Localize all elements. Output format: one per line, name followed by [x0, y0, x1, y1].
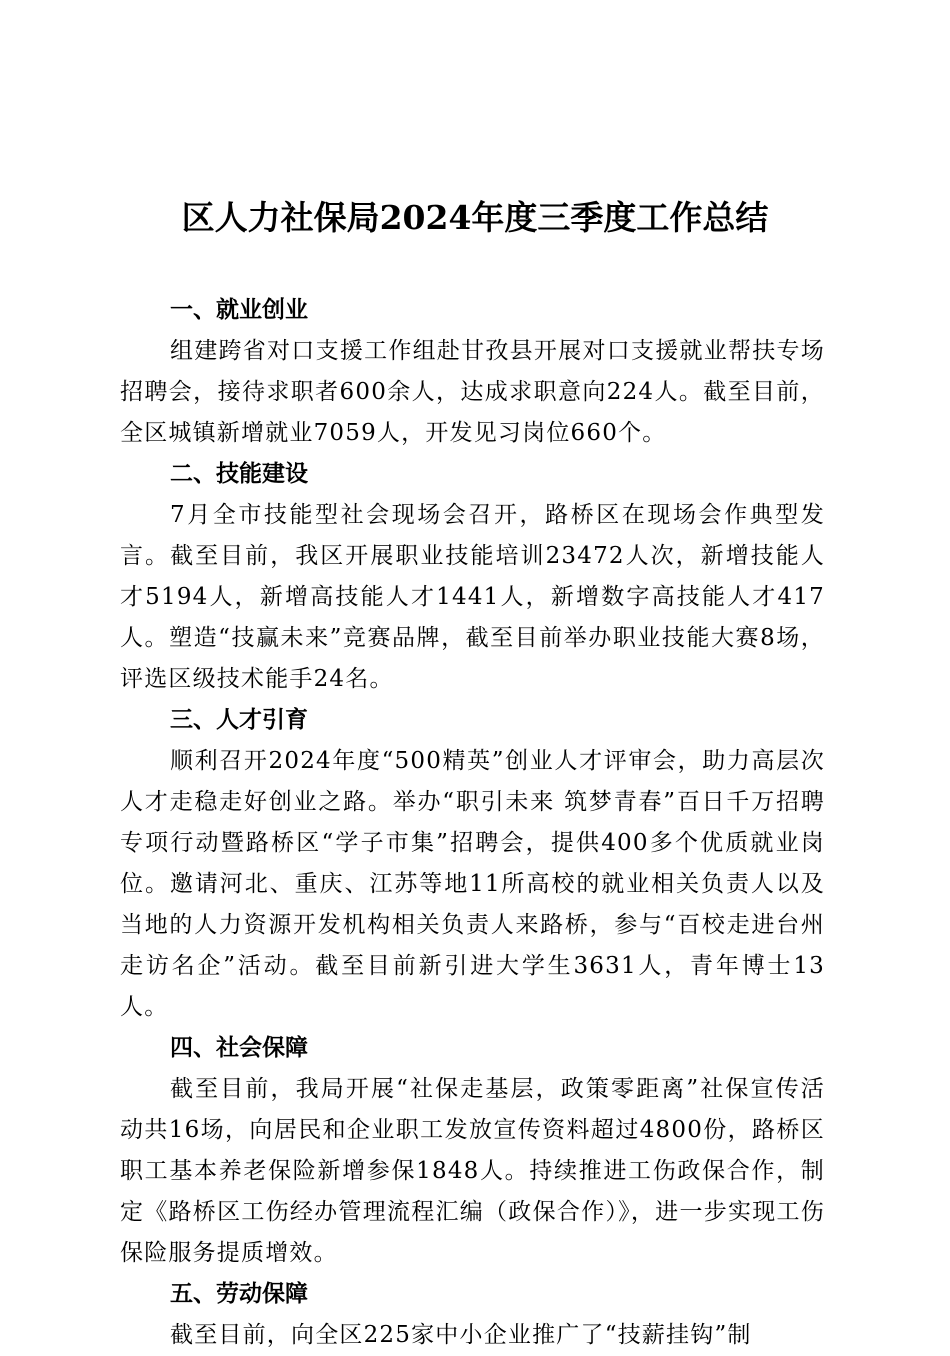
section-paragraph: 截至目前，我局开展“社保走基层，政策零距离”社保宣传活动共16场，向居民和企业职工发放宣传资料超过4800份，路桥区职工基本养老保险新增参保1848人。持续推进工伤政保合作，制定《路桥区工伤经办管理流程汇编（政保合作）》，进一步实现工伤保险服务提质增效。: [120, 1076, 825, 1266]
section-paragraph: 顺利召开2024年度“500精英”创业人才评审会，助力高层次人才走稳走好创业之路。举办“职引未来 筑梦青春”百日千万招聘专项行动暨路桥区“学子市集”招聘会，提供400多个优质就业岗位。邀请河北、重庆、江苏等地11所高校的就业相关负责人以及当地的人力资源开发机构相关负责人来路桥，参与“百校走进台州走访名企”活动。截至目前新引进大学生3631人，青年博士13人。: [120, 748, 825, 1020]
section-paragraph: 截至目前，向全区225家中小企业推广了“技薪挂钩”制: [170, 1322, 752, 1348]
section-heading: 三、人才引育: [170, 707, 308, 733]
section-social-security: [120, 1028, 825, 1274]
section-paragraph: 组建跨省对口支援工作组赴甘孜县开展对口支援就业帮扶专场招聘会，接待求职者600余人，达成求职意向224人。截至目前，全区城镇新增就业7059人，开发见习岗位660个。: [120, 338, 825, 446]
section-talent: [120, 700, 825, 1028]
section-heading: 二、技能建设: [170, 461, 308, 487]
section-heading: 四、社会保障: [170, 1035, 308, 1061]
section-heading: 一、就业创业: [170, 297, 308, 323]
document-body: [120, 290, 825, 1356]
section-employment: [120, 290, 825, 454]
document-title: 区人力社保局2024年度三季度工作总结: [181, 198, 769, 237]
section-heading: 五、劳动保障: [170, 1281, 308, 1307]
section-skills: [120, 454, 825, 700]
section-paragraph: 7月全市技能型社会现场会召开，路桥区在现场会作典型发言。截至目前，我区开展职业技能培训23472人次，新增技能人才5194人，新增高技能人才1441人，新增数字高技能人才417人。塑造“技赢未来”竞赛品牌，截至目前举办职业技能大赛8场，评选区级技术能手24名。: [120, 502, 825, 692]
